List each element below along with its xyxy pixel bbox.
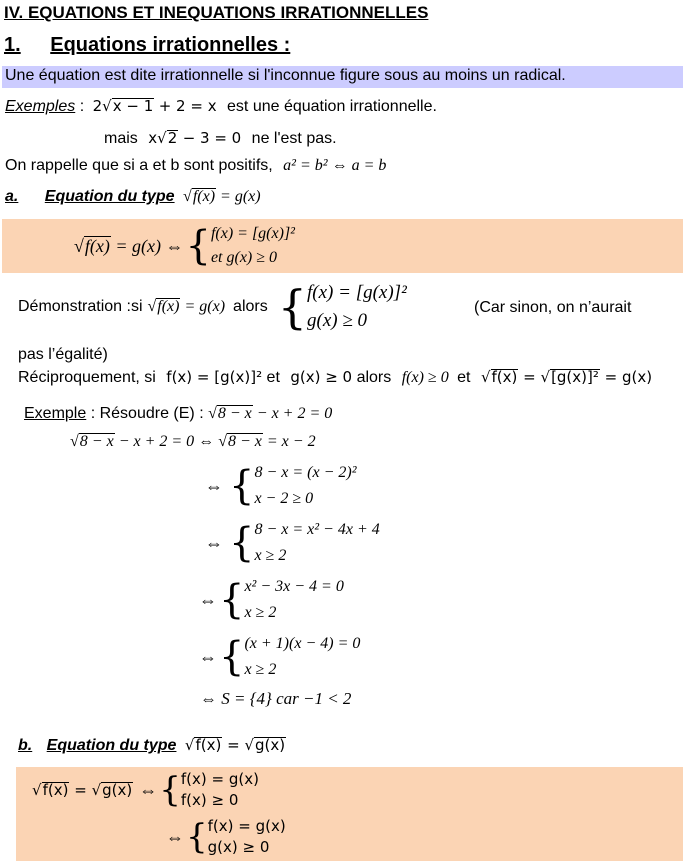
example2-x: x bbox=[148, 129, 158, 147]
brace-icon: { bbox=[219, 577, 245, 623]
example-label: Exemple bbox=[24, 405, 87, 422]
box-b-row-1: √f(x) = √g(x) ⇔ { f(x) = g(x) f(x) ≥ 0 bbox=[32, 770, 259, 810]
box-b-line-1: f(x) = g(x) bbox=[180, 770, 259, 788]
reciprocal-radicand-1: f(x) bbox=[491, 368, 518, 386]
brace-icon: { bbox=[219, 634, 245, 680]
brace-icon: { bbox=[229, 463, 255, 509]
box-a-lhs-rest: = g(x) ⇔ bbox=[115, 235, 184, 256]
reciprocal-cond-2: g(x) ≥ 0 bbox=[290, 368, 353, 386]
reciprocal-cond-3: f(x) ≥ 0 bbox=[401, 369, 449, 386]
example1-coef: 2 bbox=[92, 97, 103, 115]
demonstration-line: Démonstration :si √f(x) = g(x) alors { f(x) = [g(x)]² g(x) ≥ 0 bbox=[18, 280, 407, 334]
step1-line-1: 8 − x = (x − 2)² bbox=[254, 464, 357, 481]
example-solution: ⇔ S = {4} car −1 < 2 bbox=[200, 689, 352, 708]
reciprocal-eq-1: = bbox=[523, 368, 536, 386]
subsection-b-radicand-1: f(x) bbox=[195, 736, 222, 754]
subsection-b-title: Equation du type bbox=[46, 737, 177, 754]
step4-line-2: x ≥ 2 bbox=[244, 661, 277, 678]
subsection-b-radicand-2: g(x) bbox=[255, 736, 286, 754]
examples-line-2: mais x√2 − 3 = 0 ne l'est pas. bbox=[104, 129, 337, 147]
demo-line-1: f(x) = [g(x)]² bbox=[307, 282, 407, 303]
box-a-lhs-radicand: f(x) bbox=[84, 235, 110, 256]
step4-line-1: (x + 1)(x − 4) = 0 bbox=[244, 635, 361, 652]
brace-icon: { bbox=[229, 520, 255, 566]
demo-label: Démonstration :si bbox=[18, 298, 143, 315]
chapter-title: IV. EQUATIONS ET INEQUATIONS IRRATIONNELLES bbox=[4, 3, 429, 22]
recall-formula: a² = b² ⇔ a = b bbox=[283, 157, 387, 174]
example2-rest: − 3 = 0 bbox=[182, 129, 242, 147]
recall-line bbox=[5, 157, 386, 175]
example2-radicand: 2 bbox=[167, 129, 178, 147]
subsection-a-rest: = g(x) bbox=[220, 188, 261, 205]
step0-radicand: 8 − x bbox=[79, 433, 114, 450]
step0-end: = x − 2 bbox=[266, 433, 316, 450]
demo-rest: = g(x) bbox=[184, 298, 226, 315]
definition-text: Une équation est dite irrationnelle si l'inconnue figure sous au moins un radical. bbox=[5, 67, 566, 84]
step4-equivalence: ⇔ bbox=[199, 646, 217, 667]
example-step-3 bbox=[199, 574, 344, 626]
subsection-a-label: a. bbox=[5, 188, 19, 205]
demo-line-2: g(x) ≥ 0 bbox=[307, 310, 368, 331]
section-title: Equations irrationnelles : bbox=[50, 34, 291, 56]
example-step-0: √8 − x − x + 2 = 0 ⇔ √8 − x = x − 2 bbox=[70, 433, 316, 450]
box-b-radicand-1: f(x) bbox=[42, 781, 69, 799]
box-b-line-4: g(x) ≥ 0 bbox=[207, 838, 270, 856]
step1-equivalence: ⇔ bbox=[205, 475, 223, 496]
examples-label: Exemples bbox=[5, 98, 76, 115]
box-b-equivalence-2: ⇔ bbox=[166, 826, 184, 847]
example1-radicand: x − 1 bbox=[112, 97, 154, 115]
demo-note: (Car sinon, on n’aurait bbox=[474, 299, 632, 316]
step3-line-2: x ≥ 2 bbox=[244, 604, 277, 621]
box-a-content: √f(x) = g(x) ⇔ { f(x) = [g(x)]² et g(x) ≥ 0 bbox=[74, 223, 295, 269]
step0-radicand-2: 8 − x bbox=[227, 433, 262, 450]
step2-line-2: x ≥ 2 bbox=[254, 547, 287, 564]
subsection-a-heading: a. Equation du type √f(x) = g(x) bbox=[5, 188, 261, 205]
examples-colon: : bbox=[79, 98, 85, 115]
reciprocal-eq-2: = g(x) bbox=[604, 368, 653, 386]
box-b-line-3: f(x) = g(x) bbox=[207, 817, 286, 835]
brace-icon: { bbox=[159, 770, 181, 810]
reciprocal-line: Réciproquement, si f(x) = [g(x)]² et g(x) ≥ 0 alors f(x) ≥ 0 et √f(x) = √[g(x)]² = g(x) bbox=[18, 368, 653, 386]
box-b-radicand-2: g(x) bbox=[102, 781, 133, 799]
example-text: : Résoudre (E) : bbox=[90, 405, 204, 422]
example1-text: est une équation irrationnelle. bbox=[227, 98, 437, 115]
demo-radicand: f(x) bbox=[157, 298, 180, 315]
box-a-line-2: et g(x) ≥ 0 bbox=[210, 249, 278, 266]
reciprocal-text-1: Réciproquement, si bbox=[18, 369, 156, 386]
subsection-a-radicand: f(x) bbox=[192, 188, 216, 205]
example-radicand: 8 − x bbox=[217, 405, 252, 422]
step0-mid: − x + 2 = 0 ⇔ bbox=[118, 433, 215, 450]
reciprocal-radicand-2: [g(x)]² bbox=[551, 368, 599, 386]
subsection-b-label: b. bbox=[18, 737, 33, 754]
box-b-eq: = bbox=[74, 781, 87, 799]
reciprocal-text-3: alors bbox=[356, 369, 392, 386]
example2-text: ne l'est pas. bbox=[251, 130, 337, 147]
box-a-line-1: f(x) = [g(x)]² bbox=[210, 225, 295, 242]
step3-equivalence: ⇔ bbox=[199, 589, 217, 610]
box-b-line-2: f(x) ≥ 0 bbox=[180, 791, 239, 809]
reciprocal-text-4: et bbox=[457, 369, 471, 386]
brace-icon: { bbox=[185, 223, 211, 269]
demo-note-2: pas l’égalité) bbox=[18, 346, 108, 363]
step2-equivalence: ⇔ bbox=[205, 532, 223, 553]
step1-line-2: x − 2 ≥ 0 bbox=[254, 490, 314, 507]
section-number: 1. bbox=[4, 34, 21, 56]
example-rest: − x + 2 = 0 bbox=[256, 405, 333, 422]
box-b-row-2 bbox=[166, 815, 286, 859]
examples-line-1: Exemples : 2√x − 1 + 2 = x est une équation irrationnelle. bbox=[5, 97, 437, 115]
example-step-4 bbox=[199, 631, 360, 683]
subsection-a-title: Equation du type bbox=[44, 188, 175, 205]
recall-text: On rappelle que si a et b sont positifs, bbox=[5, 157, 273, 174]
example-step-1 bbox=[205, 460, 357, 512]
brace-icon: { bbox=[277, 280, 308, 334]
example2-mais: mais bbox=[104, 130, 138, 147]
subsection-b-eq: = bbox=[227, 736, 240, 754]
step2-line-1: 8 − x = x² − 4x + 4 bbox=[254, 521, 380, 538]
subsection-b-heading: b. Equation du type √f(x) = √g(x) bbox=[18, 736, 286, 754]
reciprocal-cond-1: f(x) = [g(x)]² bbox=[166, 368, 263, 386]
brace-icon: { bbox=[186, 817, 208, 857]
example-line: Exemple : Résoudre (E) : √8 − x − x + 2 = 0 bbox=[24, 405, 333, 422]
box-b-equivalence: ⇔ bbox=[139, 779, 158, 800]
example1-rest: + 2 = x bbox=[158, 97, 217, 115]
reciprocal-text-2: et bbox=[266, 369, 280, 386]
example-step-2 bbox=[205, 517, 380, 569]
section-heading bbox=[4, 34, 290, 57]
step3-line-1: x² − 3x − 4 = 0 bbox=[244, 578, 344, 595]
demo-alors: alors bbox=[233, 298, 268, 315]
